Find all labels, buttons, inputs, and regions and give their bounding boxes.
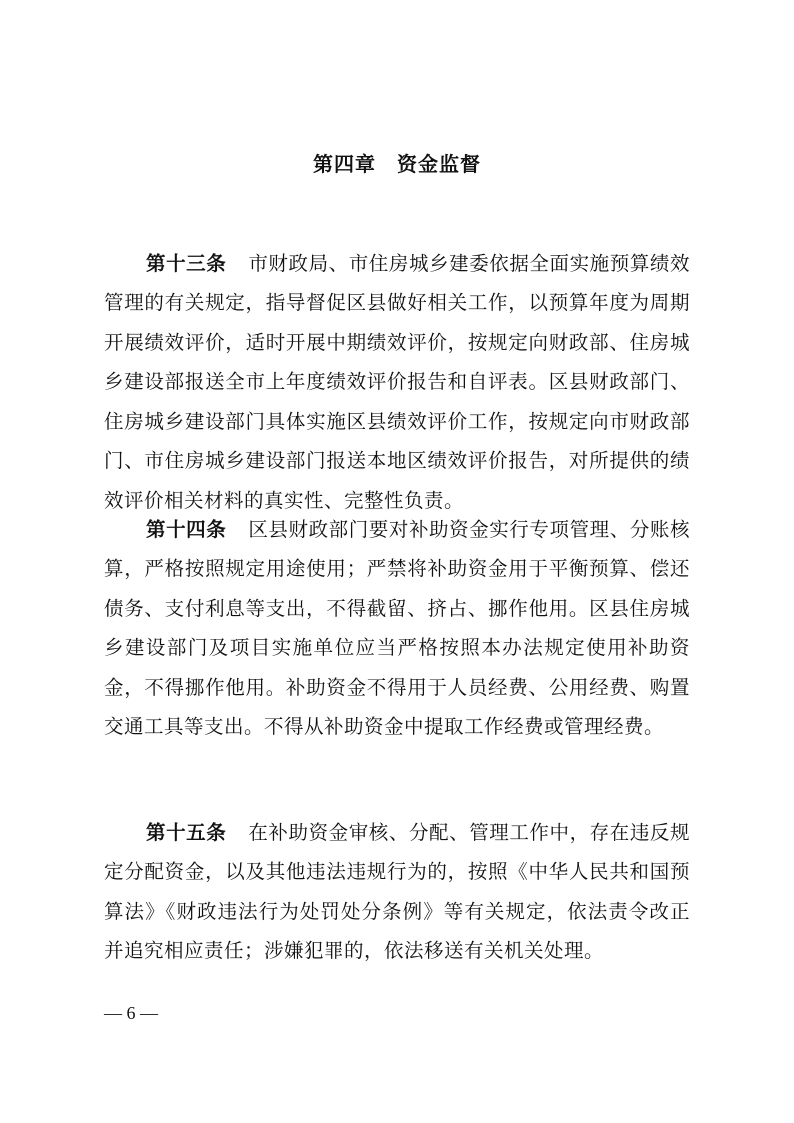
article-14-text: 区县财政部门要对补助资金实行专项管理、分账核算，严格按照规定用途使用；严禁将补助资金用于平衡预算、偿还债务、支付利息等支出，不得截留、挤占、挪作他用。区县住房城乡建设部门及项目实施单位应当严格按照本办法规定使用补助资金，不得挪作他用。补助资金不得用于人员经费、公用经费、购置交通工具等支出。不得从补助资金中提取工作经费或管理经费。: [104, 517, 690, 739]
article-13: [104, 244, 690, 521]
article-13-label: 第十三条: [146, 251, 227, 275]
page-number: — 6 —: [104, 1003, 158, 1023]
article-13-text: 市财政局、市住房城乡建委依据全面实施预算绩效管理的有关规定，指导督促区县做好相关工作，以预算年度为周期开展绩效评价，适时开展中期绩效评价，按规定向财政部、住房城乡建设部报送全市上年度绩效评价报告和自评表。区县财政部门、住房城乡建设部门具体实施区县绩效评价工作，按规定向市财政部门、市住房城乡建设部门报送本地区绩效评价报告，对所提供的绩效评价相关材料的真实性、完整性负责。: [104, 251, 690, 513]
article-14: [104, 510, 690, 748]
chapter-title: 第四章 资金监督: [313, 152, 481, 176]
article-15: [104, 813, 690, 971]
article-15-label: 第十五条: [146, 820, 227, 844]
article-15-text: 在补助资金审核、分配、管理工作中，存在违反规定分配资金，以及其他违法违规行为的，按照《中华人民共和国预算法》《财政违法行为处罚处分条例》等有关规定，依法责令改正并追究相应责任；涉嫌犯罪的，依法移送有关机关处理。: [104, 820, 690, 963]
article-14-label: 第十四条: [146, 517, 227, 541]
